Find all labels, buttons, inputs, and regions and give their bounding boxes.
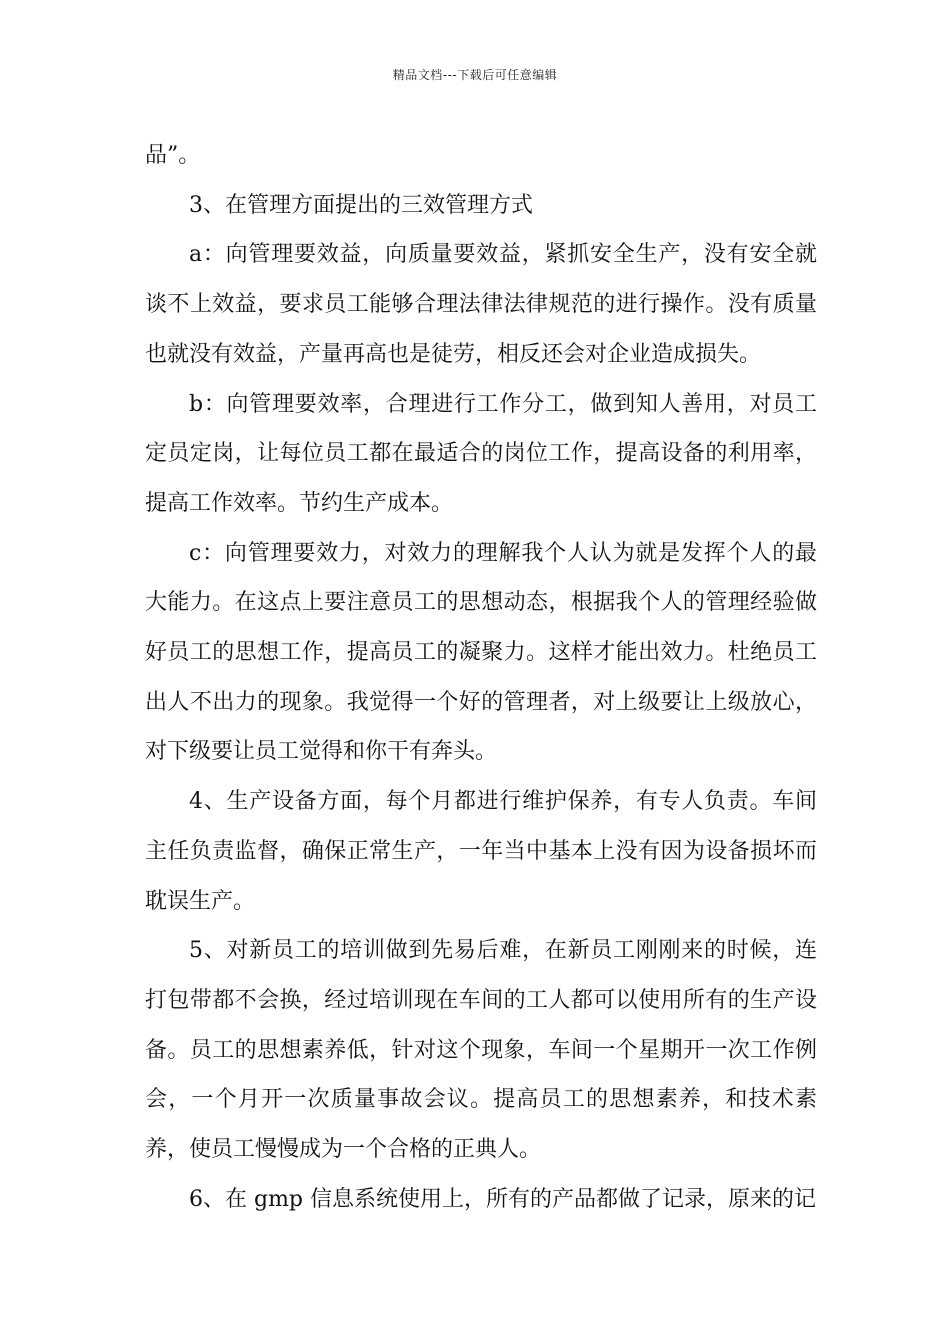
paragraph-item-b: b：向管理要效率，合理进行工作分工，做到知人善用，对员工定员定岗，让每位员工都在最适合的岗位工作，提高设备的利用率，提高工作效率。节约生产成本。 (145, 391, 817, 516)
paragraph-item-4: 4、生产设备方面，每个月都进行维护保养，有专人负责。车间主任负责监督，确保正常生产，一年当中基本上没有因为设备损坏而耽误生产。 (145, 789, 817, 914)
paragraph-continuation: 品”。 (145, 143, 201, 168)
paragraph-item-6: 6、在 gmp 信息系统使用上，所有的产品都做了记录，原来的记 (189, 1186, 817, 1212)
paragraph-item-c: c：向管理要效力，对效力的理解我个人认为就是发挥个人的最大能力。在这点上要注意员工的思想动态，根据我个人的管理经验做好员工的思想工作，提高员工的凝聚力。这样才能出效力。杜绝员工出人不出力的现象。我觉得一个好的管理者，对上级要让上级放心，对下级要让员工觉得和你干有奔头。 (145, 540, 817, 765)
paragraph-item-5: 5、对新员工的培训做到先易后难，在新员工刚刚来的时候，连打包带都不会换，经过培训现在车间的工人都可以使用所有的生产设备。员工的思想素养低，针对这个现象，车间一个星期开一次工作例会，一个月开一次质量事故会议。提高员工的思想素养，和技术素养，使员工慢慢成为一个合格的正典人。 (145, 938, 817, 1163)
paragraph-item-3-heading: 3、在管理方面提出的三效管理方式 (189, 192, 533, 218)
page-header: 精品文档---下载后可任意编辑 (392, 68, 558, 82)
document-body (145, 131, 817, 1224)
paragraph-item-a: a：向管理要效益，向质量要效益，紧抓安全生产，没有安全就谈不上效益，要求员工能够合理法律法律规范的进行操作。没有质量也就没有效益，产量再高也是徒劳，相反还会对企业造成损失。 (145, 242, 817, 367)
